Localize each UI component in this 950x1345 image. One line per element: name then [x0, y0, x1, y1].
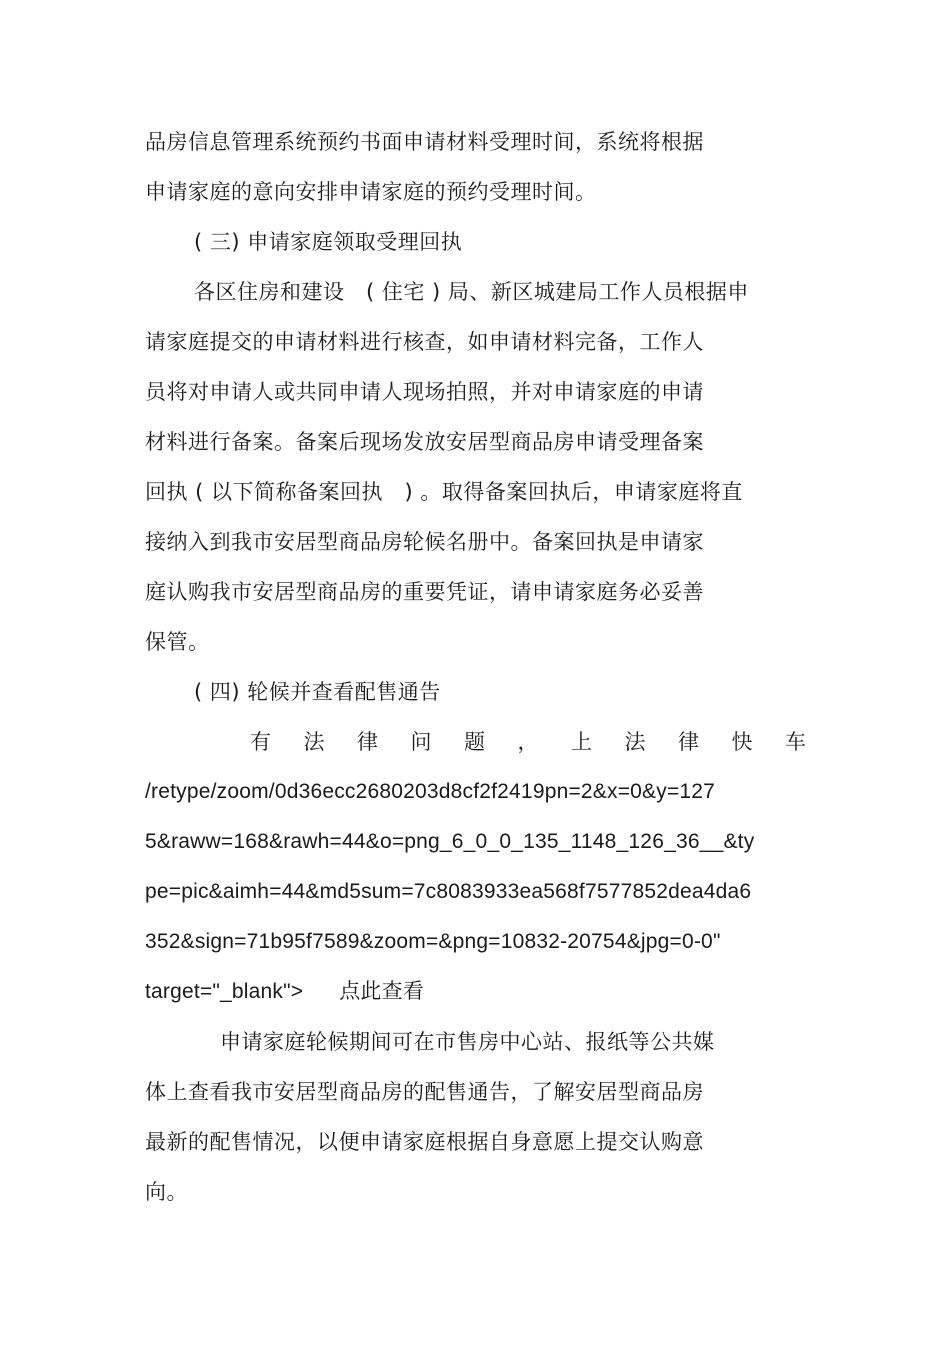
spread-char: 律	[357, 730, 378, 754]
legal-question-line	[250, 728, 806, 756]
paragraph-line: 庭认购我市安居型商品房的重要凭证，请申请家庭务必妥善	[145, 580, 704, 604]
spread-char: 快	[731, 730, 753, 754]
spread-char: 有	[250, 730, 271, 754]
spread-char: ，	[517, 730, 539, 754]
paragraph-line: 回执 ( 以下简称备案回执 ) 。取得备案回执后，申请家庭将直	[145, 480, 743, 504]
paragraph-line: 申请家庭的意向安排申请家庭的预约受理时间。	[145, 180, 597, 204]
paragraph-line: 请家庭提交的申请材料进行核查，如申请材料完备，工作人	[145, 330, 704, 354]
paragraph-line: 员将对申请人或共同申请人现场拍照，并对申请家庭的申请	[145, 380, 704, 404]
view-link[interactable]: 点此查看	[339, 980, 425, 1003]
paragraph-line: 体上查看我市安居型商品房的配售通告，了解安居型商品房	[145, 1080, 704, 1104]
url-line: /retype/zoom/0d36ecc2680203d8cf2f2419pn=2&x=0&y=127	[145, 780, 716, 803]
paragraph-line: 品房信息管理系统预约书面申请材料受理时间，系统将根据	[145, 130, 704, 154]
section-heading: ( 四) 轮候并查看配售通告	[194, 680, 441, 704]
spread-char: 法	[624, 730, 646, 754]
paragraph-line: 申请家庭轮候期间可在市售房中心站、报纸等公共媒	[220, 1030, 715, 1054]
spread-char: 法	[303, 730, 325, 754]
paragraph-line: 材料进行备案。备案后现场发放安居型商品房申请受理备案	[145, 430, 704, 454]
section-heading: ( 三) 申请家庭领取受理回执	[194, 230, 463, 254]
spread-char: 上	[571, 730, 592, 754]
target-attribute-text: target="_blank">	[145, 980, 304, 1003]
paragraph-line: 各区住房和建设 ( 住宅 ) 局、新区城建局工作人员根据申	[194, 280, 749, 304]
spread-char: 问	[410, 730, 432, 754]
url-line: pe=pic&aimh=44&md5sum=7c8083933ea568f7577852dea4da6	[145, 880, 752, 903]
url-line: 352&sign=71b95f7589&zoom=&png=10832-20754&jpg=0-0"	[145, 930, 721, 953]
paragraph-line: 保管。	[145, 630, 210, 654]
paragraph-line: 接纳入到我市安居型商品房轮候名册中。备案回执是申请家	[145, 530, 704, 554]
url-line: 5&raww=168&rawh=44&o=png_6_0_0_135_1148_126_36__&ty	[145, 830, 755, 853]
paragraph-line: 向。	[145, 1180, 188, 1204]
spread-char: 题	[464, 730, 485, 754]
paragraph-line: 最新的配售情况，以便申请家庭根据自身意愿上提交认购意	[145, 1130, 704, 1154]
spread-char: 车	[785, 730, 806, 754]
link-line	[145, 978, 424, 1006]
spread-char: 律	[678, 730, 699, 754]
